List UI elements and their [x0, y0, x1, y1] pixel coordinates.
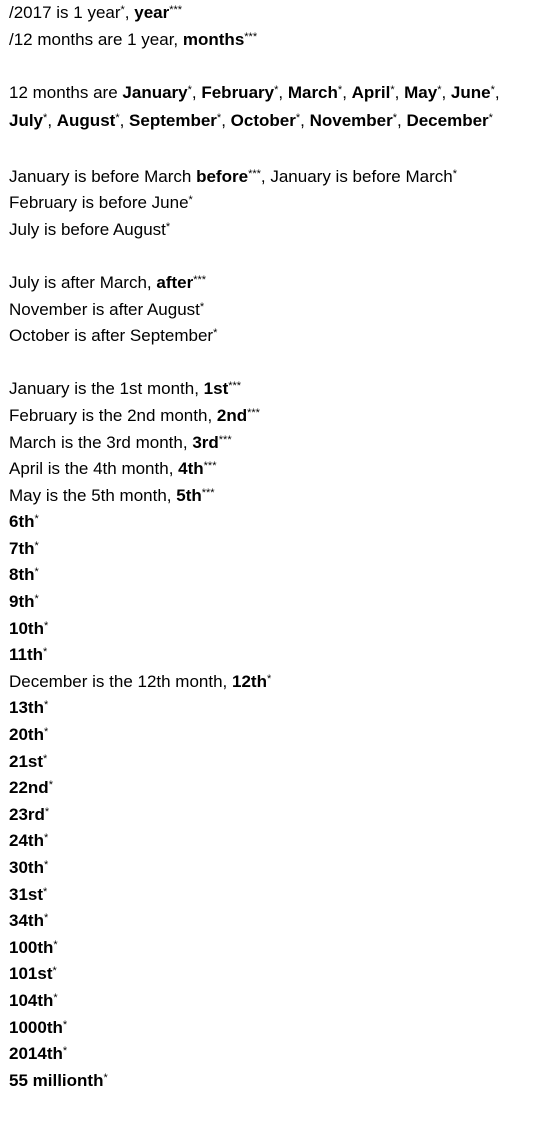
text-segment: February is the 2nd month, [9, 405, 217, 425]
bold-term: 55 millionth [9, 1070, 104, 1090]
asterisk-mark: * [43, 619, 49, 632]
bold-term: 104th [9, 990, 54, 1010]
bold-term: 24th [9, 831, 44, 851]
text-line [9, 562, 533, 589]
text-line [9, 749, 533, 776]
asterisk-mark: *** [203, 460, 217, 473]
asterisk-mark: *** [247, 406, 260, 419]
bold-term: June [450, 82, 491, 102]
blank-line [9, 350, 533, 377]
text-line [9, 855, 533, 882]
asterisk-mark: * [44, 805, 50, 818]
asterisk-mark: * [103, 1071, 108, 1084]
asterisk-mark: * [43, 752, 48, 765]
text-line [9, 430, 533, 457]
text-segment: March is the 3rd month, [9, 432, 193, 452]
asterisk-mark: * [52, 965, 57, 978]
text-line [9, 642, 533, 669]
bold-term: December [406, 111, 489, 131]
text-line [9, 589, 533, 616]
asterisk-mark: * [43, 699, 49, 712]
text-segment: January is the 1st month, [9, 379, 204, 399]
text-line [9, 323, 533, 350]
bold-term: 101st [9, 964, 53, 984]
bold-term: March [287, 82, 338, 102]
bold-term: November [309, 111, 393, 131]
text-segment: /12 months are 1 year, [9, 29, 183, 49]
text-segment: , [278, 82, 288, 102]
text-line [9, 536, 533, 563]
bold-term: 13th [9, 698, 44, 718]
text-line [9, 775, 533, 802]
asterisk-mark: * [43, 859, 49, 871]
asterisk-mark: * [295, 112, 301, 125]
bold-term: April [351, 82, 391, 102]
asterisk-mark: * [390, 83, 395, 96]
text-segment: /2017 is 1 year [9, 3, 121, 22]
text-line [9, 456, 533, 483]
text-segment: December is the 12th month, [9, 671, 233, 691]
text-line [9, 27, 533, 54]
asterisk-mark: * [34, 566, 39, 579]
text-segment: November is after August [9, 299, 200, 319]
bold-term: 21st [9, 751, 44, 771]
asterisk-mark: *** [248, 167, 261, 180]
asterisk-mark: * [43, 646, 48, 659]
text-line [9, 1015, 533, 1042]
text-segment: , [342, 82, 352, 102]
asterisk-mark: * [34, 593, 39, 606]
text-line [9, 80, 533, 137]
bold-term: before [196, 166, 249, 186]
text-line [9, 988, 533, 1015]
asterisk-mark: * [392, 112, 397, 125]
text-segment: , [300, 111, 310, 131]
bold-term: year [134, 3, 170, 22]
text-segment: October is after September [9, 326, 214, 346]
asterisk-mark: * [120, 4, 125, 16]
asterisk-mark: *** [218, 433, 232, 446]
bold-term: 22nd [9, 778, 49, 798]
bold-term: 2nd [216, 405, 248, 425]
text-segment: , [47, 111, 57, 131]
bold-term: August [56, 111, 116, 131]
bold-term: September [129, 111, 217, 131]
text-segment: , [124, 3, 135, 22]
text-segment: , [394, 82, 405, 102]
text-line [9, 0, 533, 27]
text-line [9, 669, 533, 696]
asterisk-mark: *** [169, 4, 183, 16]
asterisk-mark: *** [244, 30, 258, 43]
bold-term: 3rd [192, 432, 219, 452]
text-line [9, 509, 533, 536]
text-line [9, 828, 533, 855]
asterisk-mark: * [199, 300, 205, 313]
text-line [9, 190, 533, 217]
text-line [9, 722, 533, 749]
bold-term: 5th [176, 485, 202, 505]
bold-term: 12th [232, 671, 267, 691]
text-line [9, 616, 533, 643]
text-segment: , [494, 82, 500, 102]
asterisk-mark: * [337, 83, 343, 96]
bold-term: October [230, 111, 296, 131]
text-line [9, 270, 533, 297]
asterisk-mark: * [165, 220, 171, 233]
bold-term: 31st [9, 884, 44, 904]
bold-term: 1000th [9, 1017, 63, 1037]
asterisk-mark: * [452, 167, 457, 180]
text-line [9, 908, 533, 935]
asterisk-mark: * [115, 112, 120, 125]
text-line [9, 802, 533, 829]
text-line [9, 695, 533, 722]
text-segment: January is before March [9, 166, 197, 186]
asterisk-mark: * [43, 726, 49, 739]
text-segment: , January is before March [260, 166, 453, 186]
bold-term: 11th [9, 645, 44, 665]
asterisk-mark: * [62, 1018, 68, 1031]
bold-term: 8th [9, 565, 35, 585]
text-line [9, 403, 533, 430]
asterisk-mark: * [43, 885, 48, 898]
asterisk-mark: * [266, 672, 272, 685]
asterisk-mark: * [188, 194, 193, 207]
asterisk-mark: * [34, 513, 39, 526]
bold-term: after [156, 272, 194, 292]
text-segment: February is before June [9, 193, 189, 213]
bold-term: May [404, 82, 438, 102]
asterisk-mark: * [274, 83, 279, 96]
asterisk-mark: *** [228, 380, 242, 393]
text-segment: , [191, 82, 202, 102]
bold-term: months [182, 29, 245, 49]
bold-term: 6th [9, 512, 35, 532]
asterisk-mark: * [187, 83, 192, 96]
text-line [9, 376, 533, 403]
bold-term: 7th [9, 538, 35, 558]
asterisk-mark: * [488, 112, 493, 125]
text-segment: 12 months are [9, 82, 123, 102]
asterisk-mark: * [53, 938, 58, 951]
text-segment: , [397, 111, 407, 131]
bold-term: 2014th [9, 1044, 63, 1064]
asterisk-mark: * [53, 991, 58, 1004]
blank-line [9, 137, 533, 164]
asterisk-mark: * [48, 779, 53, 792]
text-line [9, 483, 533, 510]
asterisk-mark: * [43, 112, 48, 125]
asterisk-mark: * [62, 1045, 68, 1058]
text-segment: July is before August [9, 219, 166, 239]
blank-line [9, 53, 533, 80]
asterisk-mark: * [43, 912, 49, 925]
text-line [9, 1041, 533, 1068]
bold-term: 10th [9, 618, 44, 638]
text-line [9, 935, 533, 962]
text-line [9, 164, 533, 191]
asterisk-mark: *** [193, 273, 207, 286]
text-line [9, 882, 533, 909]
text-segment: , [441, 82, 451, 102]
text-line [9, 1068, 533, 1095]
text-segment: April is the 4th month, [9, 459, 179, 479]
bold-term: 30th [9, 858, 44, 877]
bold-term: July [9, 111, 44, 131]
asterisk-mark: * [437, 83, 442, 96]
bold-term: January [122, 82, 188, 102]
bold-term: 9th [9, 592, 35, 612]
text-line [9, 961, 533, 988]
bold-term: 23rd [9, 804, 45, 824]
bold-term: 4th [178, 459, 204, 479]
asterisk-mark: *** [201, 486, 215, 499]
text-line [9, 297, 533, 324]
asterisk-mark: * [43, 832, 49, 845]
asterisk-mark: * [34, 539, 39, 552]
text-line [9, 217, 533, 244]
asterisk-mark: * [213, 327, 218, 340]
bold-term: 1st [203, 379, 229, 399]
bold-term: February [201, 82, 275, 102]
text-segment: , [221, 111, 231, 131]
text-segment: , [119, 111, 130, 131]
bold-term: 100th [9, 937, 54, 957]
text-segment: May is the 5th month, [9, 485, 177, 505]
asterisk-mark: * [490, 83, 495, 96]
bold-term: 20th [9, 725, 44, 745]
asterisk-mark: * [216, 112, 222, 125]
document-body [9, 0, 533, 1094]
blank-line [9, 243, 533, 270]
bold-term: 34th [9, 911, 44, 931]
text-segment: July is after March, [9, 272, 157, 292]
